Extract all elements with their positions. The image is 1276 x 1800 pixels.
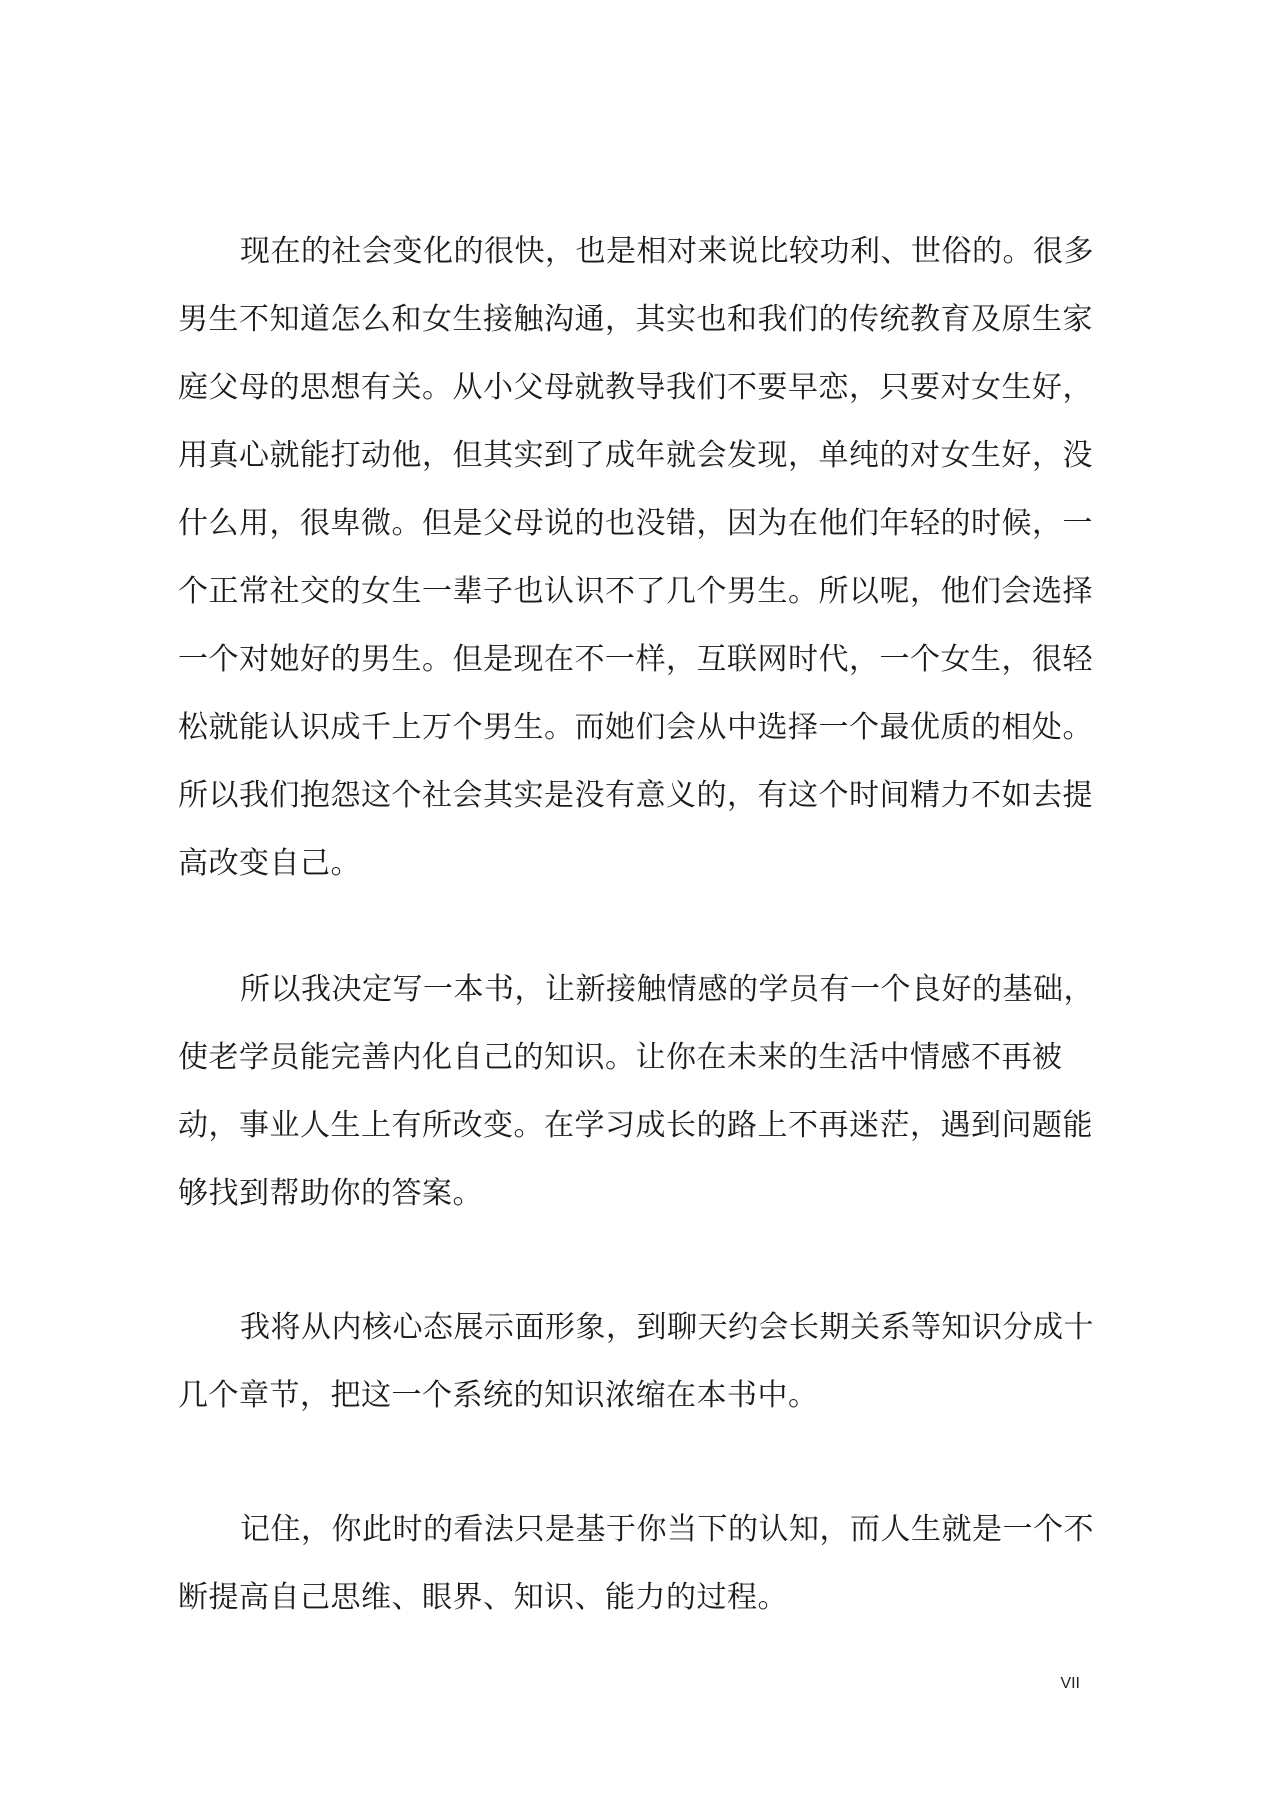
- paragraph-4: [178, 1496, 1094, 1632]
- text-line: 动，事业人生上有所改变。在学习成长的路上不再迷茫，遇到问题能: [178, 1108, 1093, 1143]
- text-line: 什么用，很卑微。但是父母说的也没错，因为在他们年轻的时候，一: [178, 506, 1093, 541]
- page-number: VII: [1060, 1675, 1080, 1692]
- paragraph-1: [178, 218, 1094, 898]
- text-line: 几个章节，把这一个系统的知识浓缩在本书中。: [178, 1378, 819, 1413]
- text-line: 现在的社会变化的很快，也是相对来说比较功利、世俗的。很多: [240, 234, 1094, 269]
- text-line: 我将从内核心态展示面形象，到聊天约会长期关系等知识分成十: [240, 1310, 1094, 1345]
- text-line: 松就能认识成千上万个男生。而她们会从中选择一个最优质的相处。: [178, 710, 1093, 745]
- text-line: 个正常社交的女生一辈子也认识不了几个男生。所以呢，他们会选择: [178, 574, 1093, 609]
- text-line: 所以我们抱怨这个社会其实是没有意义的，有这个时间精力不如去提: [178, 778, 1093, 813]
- text-line: 够找到帮助你的答案。: [178, 1176, 483, 1211]
- text-line: 记住，你此时的看法只是基于你当下的认知，而人生就是一个不: [240, 1512, 1094, 1547]
- text-line: 使老学员能完善内化自己的知识。让你在未来的生活中情感不再被: [178, 1040, 1063, 1075]
- paragraph-3: [178, 1294, 1094, 1430]
- text-line: 庭父母的思想有关。从小父母就教导我们不要早恋，只要对女生好，: [178, 370, 1093, 405]
- paragraph-2: [178, 956, 1094, 1228]
- text-line: 用真心就能打动他，但其实到了成年就会发现，单纯的对女生好，没: [178, 438, 1093, 473]
- text-line: 男生不知道怎么和女生接触沟通，其实也和我们的传统教育及原生家: [178, 302, 1093, 337]
- text-line: 断提高自己思维、眼界、知识、能力的过程。: [178, 1580, 788, 1615]
- text-line: 高改变自己。: [178, 846, 361, 881]
- text-line: 所以我决定写一本书，让新接触情感的学员有一个良好的基础，: [240, 972, 1094, 1007]
- text-line: 一个对她好的男生。但是现在不一样，互联网时代，一个女生，很轻: [178, 642, 1093, 677]
